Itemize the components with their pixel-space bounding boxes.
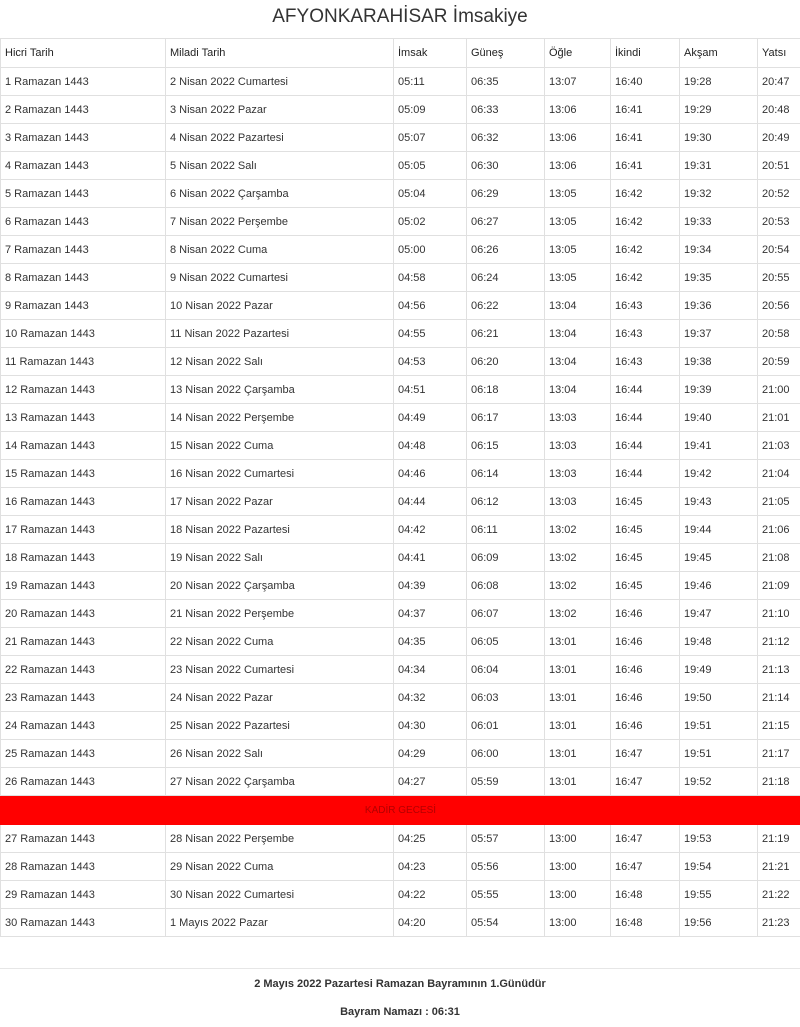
cell-imsak: 04:25 [394,825,467,853]
cell-miladi-tarih: 29 Nisan 2022 Cuma [166,853,394,881]
cell-ogle: 13:01 [545,656,611,684]
table-row [1,825,800,853]
cell-ogle: 13:02 [545,544,611,572]
bayram-notice: 2 Mayıs 2022 Pazartesi Ramazan Bayramının 1.Günüdür [0,978,800,990]
cell-imsak: 04:27 [394,768,467,796]
table-row [1,881,800,909]
cell-miladi-tarih: 18 Nisan 2022 Pazartesi [166,516,394,544]
header-yatsi: Yatsı [758,39,800,68]
cell-miladi-tarih: 30 Nisan 2022 Cumartesi [166,881,394,909]
cell-hicri-tarih: 11 Ramazan 1443 [1,348,166,376]
cell-miladi-tarih: 3 Nisan 2022 Pazar [166,96,394,124]
cell-aksam: 19:51 [680,740,758,768]
cell-ogle: 13:01 [545,712,611,740]
table-row [1,628,800,656]
cell-ikindi: 16:42 [611,180,680,208]
cell-yatsi: 21:23 [758,909,800,937]
cell-miladi-tarih: 22 Nisan 2022 Cuma [166,628,394,656]
cell-miladi-tarih: 28 Nisan 2022 Perşembe [166,825,394,853]
cell-yatsi: 20:53 [758,208,800,236]
cell-miladi-tarih: 11 Nisan 2022 Pazartesi [166,320,394,348]
cell-aksam: 19:43 [680,488,758,516]
cell-ogle: 13:00 [545,853,611,881]
cell-yatsi: 21:13 [758,656,800,684]
cell-ogle: 13:07 [545,68,611,96]
table-row [1,124,800,152]
cell-gunes: 06:33 [467,96,545,124]
cell-imsak: 04:58 [394,264,467,292]
table-row [1,488,800,516]
cell-miladi-tarih: 24 Nisan 2022 Pazar [166,684,394,712]
cell-imsak: 04:22 [394,881,467,909]
cell-aksam: 19:39 [680,376,758,404]
cell-yatsi: 20:58 [758,320,800,348]
cell-ikindi: 16:42 [611,236,680,264]
cell-gunes: 06:29 [467,180,545,208]
cell-ikindi: 16:42 [611,208,680,236]
cell-aksam: 19:45 [680,544,758,572]
cell-ogle: 13:03 [545,460,611,488]
cell-ogle: 13:04 [545,320,611,348]
cell-yatsi: 21:14 [758,684,800,712]
cell-yatsi: 20:48 [758,96,800,124]
cell-gunes: 06:30 [467,152,545,180]
cell-ogle: 13:06 [545,124,611,152]
cell-hicri-tarih: 20 Ramazan 1443 [1,600,166,628]
cell-miladi-tarih: 14 Nisan 2022 Perşembe [166,404,394,432]
cell-ogle: 13:05 [545,180,611,208]
bayram-namazi-time: Bayram Namazı : 06:31 [0,1006,800,1018]
cell-ogle: 13:05 [545,236,611,264]
cell-ikindi: 16:41 [611,152,680,180]
cell-miladi-tarih: 16 Nisan 2022 Cumartesi [166,460,394,488]
cell-gunes: 06:01 [467,712,545,740]
imsakiye-table [0,38,800,937]
cell-ikindi: 16:47 [611,825,680,853]
cell-ikindi: 16:45 [611,488,680,516]
cell-ogle: 13:01 [545,740,611,768]
cell-imsak: 04:46 [394,460,467,488]
cell-miladi-tarih: 8 Nisan 2022 Cuma [166,236,394,264]
cell-miladi-tarih: 19 Nisan 2022 Salı [166,544,394,572]
cell-yatsi: 21:01 [758,404,800,432]
cell-gunes: 06:18 [467,376,545,404]
cell-ogle: 13:05 [545,208,611,236]
cell-gunes: 05:56 [467,853,545,881]
cell-ikindi: 16:40 [611,68,680,96]
page-title: AFYONKARAHİSAR İmsakiye [0,4,800,32]
cell-imsak: 04:23 [394,853,467,881]
cell-aksam: 19:37 [680,320,758,348]
cell-gunes: 05:54 [467,909,545,937]
cell-ikindi: 16:45 [611,516,680,544]
cell-aksam: 19:32 [680,180,758,208]
table-row [1,516,800,544]
cell-aksam: 19:34 [680,236,758,264]
table-row [1,180,800,208]
cell-miladi-tarih: 12 Nisan 2022 Salı [166,348,394,376]
cell-imsak: 05:07 [394,124,467,152]
cell-aksam: 19:35 [680,264,758,292]
cell-gunes: 05:55 [467,881,545,909]
cell-hicri-tarih: 23 Ramazan 1443 [1,684,166,712]
table-row [1,768,800,796]
cell-miladi-tarih: 27 Nisan 2022 Çarşamba [166,768,394,796]
cell-gunes: 06:26 [467,236,545,264]
cell-gunes: 06:35 [467,68,545,96]
cell-aksam: 19:52 [680,768,758,796]
cell-hicri-tarih: 24 Ramazan 1443 [1,712,166,740]
cell-ikindi: 16:46 [611,600,680,628]
cell-imsak: 05:04 [394,180,467,208]
cell-imsak: 04:32 [394,684,467,712]
cell-aksam: 19:49 [680,656,758,684]
cell-ogle: 13:06 [545,152,611,180]
cell-ogle: 13:04 [545,348,611,376]
cell-aksam: 19:28 [680,68,758,96]
cell-yatsi: 20:52 [758,180,800,208]
cell-aksam: 19:42 [680,460,758,488]
cell-imsak: 05:00 [394,236,467,264]
cell-ikindi: 16:45 [611,572,680,600]
header-ikindi: İkindi [611,39,680,68]
cell-aksam: 19:56 [680,909,758,937]
cell-aksam: 19:36 [680,292,758,320]
cell-miladi-tarih: 1 Mayıs 2022 Pazar [166,909,394,937]
cell-gunes: 06:07 [467,600,545,628]
cell-miladi-tarih: 10 Nisan 2022 Pazar [166,292,394,320]
cell-hicri-tarih: 4 Ramazan 1443 [1,152,166,180]
cell-miladi-tarih: 13 Nisan 2022 Çarşamba [166,376,394,404]
cell-yatsi: 21:04 [758,460,800,488]
header-miladi-tarih: Miladi Tarih [166,39,394,68]
cell-yatsi: 21:06 [758,516,800,544]
kadir-gecesi-row [1,796,800,825]
cell-imsak: 04:56 [394,292,467,320]
table-row [1,404,800,432]
cell-ogle: 13:00 [545,825,611,853]
cell-hicri-tarih: 6 Ramazan 1443 [1,208,166,236]
cell-miladi-tarih: 20 Nisan 2022 Çarşamba [166,572,394,600]
cell-hicri-tarih: 1 Ramazan 1443 [1,68,166,96]
cell-aksam: 19:47 [680,600,758,628]
cell-miladi-tarih: 2 Nisan 2022 Cumartesi [166,68,394,96]
cell-ogle: 13:05 [545,264,611,292]
cell-ogle: 13:00 [545,881,611,909]
cell-aksam: 19:50 [680,684,758,712]
cell-ogle: 13:01 [545,768,611,796]
cell-imsak: 04:39 [394,572,467,600]
cell-aksam: 19:53 [680,825,758,853]
table-row [1,544,800,572]
cell-imsak: 04:42 [394,516,467,544]
cell-hicri-tarih: 19 Ramazan 1443 [1,572,166,600]
cell-yatsi: 20:55 [758,264,800,292]
cell-yatsi: 21:17 [758,740,800,768]
cell-miladi-tarih: 25 Nisan 2022 Pazartesi [166,712,394,740]
cell-imsak: 05:05 [394,152,467,180]
header-imsak: İmsak [394,39,467,68]
cell-imsak: 05:02 [394,208,467,236]
cell-hicri-tarih: 21 Ramazan 1443 [1,628,166,656]
cell-hicri-tarih: 29 Ramazan 1443 [1,881,166,909]
header-ogle: Öğle [545,39,611,68]
cell-yatsi: 20:47 [758,68,800,96]
table-row [1,460,800,488]
cell-ogle: 13:03 [545,432,611,460]
header-hicri-tarih: Hicri Tarih [1,39,166,68]
cell-gunes: 06:08 [467,572,545,600]
cell-ikindi: 16:47 [611,740,680,768]
cell-aksam: 19:55 [680,881,758,909]
cell-gunes: 06:24 [467,264,545,292]
cell-hicri-tarih: 14 Ramazan 1443 [1,432,166,460]
table-row [1,208,800,236]
cell-ikindi: 16:43 [611,292,680,320]
cell-yatsi: 21:22 [758,881,800,909]
cell-ogle: 13:06 [545,96,611,124]
cell-hicri-tarih: 17 Ramazan 1443 [1,516,166,544]
cell-aksam: 19:38 [680,348,758,376]
table-row [1,432,800,460]
cell-yatsi: 21:00 [758,376,800,404]
cell-ikindi: 16:44 [611,432,680,460]
cell-yatsi: 20:59 [758,348,800,376]
table-row [1,712,800,740]
cell-aksam: 19:30 [680,124,758,152]
cell-aksam: 19:31 [680,152,758,180]
cell-ikindi: 16:43 [611,320,680,348]
cell-aksam: 19:41 [680,432,758,460]
cell-imsak: 04:35 [394,628,467,656]
table-row [1,656,800,684]
table-row [1,909,800,937]
cell-hicri-tarih: 26 Ramazan 1443 [1,768,166,796]
cell-miladi-tarih: 17 Nisan 2022 Pazar [166,488,394,516]
cell-gunes: 06:11 [467,516,545,544]
cell-ikindi: 16:44 [611,460,680,488]
cell-miladi-tarih: 6 Nisan 2022 Çarşamba [166,180,394,208]
cell-ikindi: 16:46 [611,656,680,684]
cell-gunes: 06:32 [467,124,545,152]
cell-hicri-tarih: 5 Ramazan 1443 [1,180,166,208]
cell-ikindi: 16:46 [611,684,680,712]
cell-ikindi: 16:44 [611,376,680,404]
cell-miladi-tarih: 9 Nisan 2022 Cumartesi [166,264,394,292]
cell-hicri-tarih: 12 Ramazan 1443 [1,376,166,404]
cell-miladi-tarih: 21 Nisan 2022 Perşembe [166,600,394,628]
cell-aksam: 19:40 [680,404,758,432]
table-row [1,320,800,348]
cell-ogle: 13:01 [545,628,611,656]
cell-hicri-tarih: 8 Ramazan 1443 [1,264,166,292]
cell-hicri-tarih: 13 Ramazan 1443 [1,404,166,432]
cell-ikindi: 16:43 [611,348,680,376]
cell-yatsi: 20:49 [758,124,800,152]
cell-ikindi: 16:41 [611,124,680,152]
cell-imsak: 04:34 [394,656,467,684]
cell-hicri-tarih: 18 Ramazan 1443 [1,544,166,572]
cell-yatsi: 21:18 [758,768,800,796]
cell-imsak: 04:30 [394,712,467,740]
table-row [1,684,800,712]
cell-ogle: 13:02 [545,572,611,600]
cell-gunes: 06:00 [467,740,545,768]
cell-ikindi: 16:46 [611,628,680,656]
table-row [1,236,800,264]
cell-imsak: 04:49 [394,404,467,432]
cell-aksam: 19:29 [680,96,758,124]
cell-hicri-tarih: 22 Ramazan 1443 [1,656,166,684]
cell-imsak: 04:20 [394,909,467,937]
table-row [1,152,800,180]
cell-yatsi: 20:51 [758,152,800,180]
cell-gunes: 06:09 [467,544,545,572]
cell-imsak: 04:51 [394,376,467,404]
cell-hicri-tarih: 28 Ramazan 1443 [1,853,166,881]
header-gunes: Güneş [467,39,545,68]
table-header-row [1,39,800,68]
cell-aksam: 19:48 [680,628,758,656]
cell-imsak: 04:53 [394,348,467,376]
cell-miladi-tarih: 23 Nisan 2022 Cumartesi [166,656,394,684]
table-row [1,740,800,768]
cell-ogle: 13:00 [545,909,611,937]
cell-ikindi: 16:45 [611,544,680,572]
cell-yatsi: 21:19 [758,825,800,853]
cell-ogle: 13:04 [545,376,611,404]
cell-ikindi: 16:46 [611,712,680,740]
cell-aksam: 19:54 [680,853,758,881]
cell-ikindi: 16:47 [611,853,680,881]
cell-imsak: 04:29 [394,740,467,768]
table-row [1,96,800,124]
cell-gunes: 06:12 [467,488,545,516]
cell-yatsi: 21:10 [758,600,800,628]
cell-gunes: 05:57 [467,825,545,853]
cell-ikindi: 16:48 [611,909,680,937]
cell-ogle: 13:04 [545,292,611,320]
table-row [1,376,800,404]
cell-gunes: 06:17 [467,404,545,432]
cell-gunes: 06:05 [467,628,545,656]
cell-imsak: 05:09 [394,96,467,124]
cell-aksam: 19:44 [680,516,758,544]
cell-yatsi: 21:21 [758,853,800,881]
header-aksam: Akşam [680,39,758,68]
cell-ogle: 13:03 [545,488,611,516]
cell-gunes: 06:20 [467,348,545,376]
cell-hicri-tarih: 25 Ramazan 1443 [1,740,166,768]
cell-miladi-tarih: 5 Nisan 2022 Salı [166,152,394,180]
cell-ikindi: 16:44 [611,404,680,432]
cell-hicri-tarih: 30 Ramazan 1443 [1,909,166,937]
table-row [1,572,800,600]
cell-yatsi: 20:56 [758,292,800,320]
table-row [1,68,800,96]
table-row [1,600,800,628]
cell-hicri-tarih: 27 Ramazan 1443 [1,825,166,853]
cell-hicri-tarih: 7 Ramazan 1443 [1,236,166,264]
cell-imsak: 05:11 [394,68,467,96]
cell-aksam: 19:33 [680,208,758,236]
cell-gunes: 06:27 [467,208,545,236]
cell-imsak: 04:37 [394,600,467,628]
cell-hicri-tarih: 3 Ramazan 1443 [1,124,166,152]
table-body [1,68,800,937]
cell-gunes: 05:59 [467,768,545,796]
footer-divider [0,968,800,1027]
cell-gunes: 06:03 [467,684,545,712]
table-row [1,853,800,881]
cell-hicri-tarih: 10 Ramazan 1443 [1,320,166,348]
cell-yatsi: 21:03 [758,432,800,460]
kadir-gecesi-label: KADİR GECESİ [1,796,800,825]
cell-yatsi: 21:12 [758,628,800,656]
table-row [1,292,800,320]
cell-ogle: 13:02 [545,516,611,544]
cell-aksam: 19:46 [680,572,758,600]
cell-miladi-tarih: 15 Nisan 2022 Cuma [166,432,394,460]
cell-ikindi: 16:41 [611,96,680,124]
cell-yatsi: 21:08 [758,544,800,572]
cell-miladi-tarih: 4 Nisan 2022 Pazartesi [166,124,394,152]
cell-yatsi: 21:05 [758,488,800,516]
cell-hicri-tarih: 9 Ramazan 1443 [1,292,166,320]
table-row [1,348,800,376]
cell-gunes: 06:14 [467,460,545,488]
cell-ikindi: 16:47 [611,768,680,796]
cell-yatsi: 21:09 [758,572,800,600]
table-row [1,264,800,292]
cell-gunes: 06:04 [467,656,545,684]
cell-gunes: 06:22 [467,292,545,320]
cell-miladi-tarih: 26 Nisan 2022 Salı [166,740,394,768]
cell-miladi-tarih: 7 Nisan 2022 Perşembe [166,208,394,236]
cell-gunes: 06:21 [467,320,545,348]
cell-imsak: 04:48 [394,432,467,460]
cell-hicri-tarih: 2 Ramazan 1443 [1,96,166,124]
cell-yatsi: 21:15 [758,712,800,740]
cell-aksam: 19:51 [680,712,758,740]
cell-imsak: 04:55 [394,320,467,348]
cell-ogle: 13:03 [545,404,611,432]
cell-imsak: 04:41 [394,544,467,572]
cell-ikindi: 16:48 [611,881,680,909]
cell-gunes: 06:15 [467,432,545,460]
cell-ogle: 13:01 [545,684,611,712]
cell-hicri-tarih: 16 Ramazan 1443 [1,488,166,516]
cell-imsak: 04:44 [394,488,467,516]
cell-yatsi: 20:54 [758,236,800,264]
cell-ogle: 13:02 [545,600,611,628]
cell-hicri-tarih: 15 Ramazan 1443 [1,460,166,488]
cell-ikindi: 16:42 [611,264,680,292]
